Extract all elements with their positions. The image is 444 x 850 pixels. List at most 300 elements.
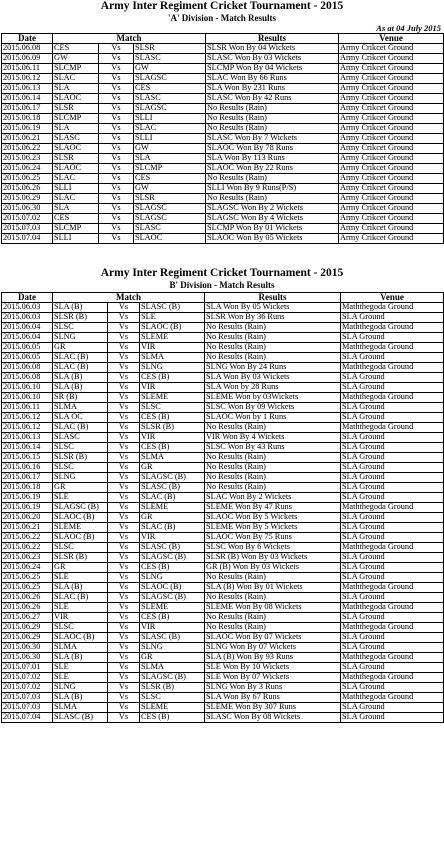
date-cell: 2015.06.13: [2, 84, 53, 94]
result-cell: SLA Won By 67 Runs: [205, 693, 341, 703]
result-cell: SLSC Won By 6 Wickets: [205, 543, 341, 553]
result-cell: SLSR Won By 04 Wickets: [206, 44, 339, 54]
date-cell: 2015.06.30: [2, 653, 53, 663]
date-cell: 2015.06.23: [2, 154, 53, 164]
result-cell: No Results (Rain): [205, 593, 341, 603]
vs-cell: Vs: [108, 403, 140, 413]
date-cell: 2015.06.09: [2, 54, 53, 64]
team1-cell: GR: [53, 563, 108, 573]
team2-cell: SLAC (B): [140, 493, 205, 503]
table-row: [2, 323, 444, 333]
result-cell: No Results (Rain): [205, 423, 341, 433]
date-cell: 2015.06.14: [2, 443, 53, 453]
date-cell: 2015.07.01: [2, 663, 53, 673]
venue-cell: SLA Ground: [341, 383, 444, 393]
date-cell: 2015.07.02: [2, 673, 53, 683]
result-cell: SLASC Won By 42 Runs: [206, 94, 339, 104]
date-cell: 2015.06.08: [2, 363, 53, 373]
team1-cell: SLMA: [53, 643, 108, 653]
team1-cell: SLA OC: [53, 413, 108, 423]
team2-cell: SLASC (B): [140, 543, 205, 553]
team2-cell: SLSR: [134, 194, 206, 204]
results-header: Results: [205, 293, 341, 303]
venue-cell: Army Crikcet Ground: [339, 204, 444, 214]
venue-cell: Army Crikcet Ground: [339, 174, 444, 184]
table-row: [2, 353, 444, 363]
vs-cell: Vs: [108, 563, 140, 573]
team2-cell: SLE: [140, 313, 205, 323]
team2-cell: GR: [140, 463, 205, 473]
result-cell: No Results (Rain): [206, 124, 339, 134]
result-cell: No Results (Rain): [205, 343, 341, 353]
result-cell: SLEME Won By 47 Runs: [205, 503, 341, 513]
results-header: Results: [206, 34, 339, 44]
date-cell: 2015.06.03: [2, 313, 53, 323]
vs-cell: Vs: [99, 154, 134, 164]
vs-cell: Vs: [99, 54, 134, 64]
team2-cell: SLNG: [140, 643, 205, 653]
table-row: [2, 713, 444, 723]
venue-cell: Army Crikcet Ground: [339, 54, 444, 64]
result-cell: SLAOC Won By 07 Wickets: [205, 633, 341, 643]
vs-cell: Vs: [108, 393, 140, 403]
team2-cell: VIR: [140, 623, 205, 633]
venue-cell: Maththegoda Ground: [341, 363, 444, 373]
match-header: Match: [53, 293, 205, 303]
vs-cell: Vs: [108, 713, 140, 723]
venue-cell: SLA Ground: [341, 593, 444, 603]
vs-cell: Vs: [99, 144, 134, 154]
team1-cell: SLSR (B): [53, 453, 108, 463]
vs-cell: Vs: [99, 224, 134, 234]
venue-cell: Maththegoda Ground: [341, 343, 444, 353]
venue-cell: Army Crikcet Ground: [339, 74, 444, 84]
date-cell: 2015.06.05: [2, 343, 53, 353]
vs-cell: Vs: [99, 234, 134, 244]
team2-cell: SLLI: [134, 114, 206, 124]
venue-cell: Army Crikcet Ground: [339, 124, 444, 134]
team1-cell: SLAOC (B): [53, 633, 108, 643]
result-cell: SLA Won By 113 Runs: [206, 154, 339, 164]
table-row: [2, 194, 444, 204]
team1-cell: SLASC (B): [53, 713, 108, 723]
result-cell: SLA Won By 03 Wickets: [205, 373, 341, 383]
table-row: [2, 333, 444, 343]
vs-cell: Vs: [99, 104, 134, 114]
vs-cell: Vs: [99, 134, 134, 144]
venue-cell: Maththegoda Ground: [341, 303, 444, 313]
venue-cell: SLA Ground: [341, 373, 444, 383]
table-row: [2, 633, 444, 643]
date-cell: 2015.06.25: [2, 583, 53, 593]
table-row: [2, 124, 444, 134]
team1-cell: SLASC: [53, 433, 108, 443]
team2-cell: SLSR (B): [140, 683, 205, 693]
team2-cell: SLAGSC (B): [140, 673, 205, 683]
date-cell: 2015.06.03: [2, 303, 53, 313]
venue-cell: Army Crikcet Ground: [339, 114, 444, 124]
date-cell: 2015.07.03: [2, 224, 53, 234]
team2-cell: SLMA: [140, 353, 205, 363]
team2-cell: VIR: [140, 433, 205, 443]
team1-cell: CES: [53, 44, 99, 54]
date-cell: 2015.06.12: [2, 423, 53, 433]
vs-cell: Vs: [99, 184, 134, 194]
venue-cell: SLA Ground: [341, 713, 444, 723]
vs-cell: Vs: [108, 703, 140, 713]
result-cell: No Results (Rain): [205, 623, 341, 633]
date-cell: 2015.06.23: [2, 553, 53, 563]
vs-cell: Vs: [99, 194, 134, 204]
team1-cell: SLLI: [53, 234, 99, 244]
date-cell: 2015.06.30: [2, 204, 53, 214]
division-b-results-table: [1, 292, 444, 723]
team2-cell: SLAGSC: [134, 74, 206, 84]
date-cell: 2015.07.02: [2, 214, 53, 224]
table-row: [2, 313, 444, 323]
table-row: [2, 593, 444, 603]
venue-cell: SLA Ground: [341, 413, 444, 423]
team2-cell: SLAOC: [134, 234, 206, 244]
team1-cell: SLCMP: [53, 64, 99, 74]
table-row: [2, 683, 444, 693]
vs-cell: Vs: [108, 663, 140, 673]
date-cell: 2015.06.22: [2, 533, 53, 543]
date-cell: 2015.06.17: [2, 473, 53, 483]
result-cell: No Results (Rain): [206, 194, 339, 204]
date-cell: 2015.07.04: [2, 234, 53, 244]
table-row: [2, 673, 444, 683]
vs-cell: Vs: [108, 643, 140, 653]
division-a-rows: [2, 44, 444, 244]
table-row: [2, 413, 444, 423]
team2-cell: SLAGSC: [134, 214, 206, 224]
team2-cell: CES (B): [140, 413, 205, 423]
vs-cell: Vs: [99, 174, 134, 184]
result-cell: No Results (Rain): [205, 333, 341, 343]
result-cell: SLAC Won By 2 Wickets: [205, 493, 341, 503]
team1-cell: SLA (B): [53, 383, 108, 393]
venue-cell: Army Crikcet Ground: [339, 144, 444, 154]
team2-cell: SLSR (B): [140, 423, 205, 433]
team1-cell: SLSC: [53, 443, 108, 453]
team2-cell: SLAGSC (B): [140, 553, 205, 563]
vs-cell: Vs: [108, 413, 140, 423]
date-cell: 2015.06.25: [2, 174, 53, 184]
date-cell: 2015.06.29: [2, 633, 53, 643]
result-cell: SLASC Won By 03 Wickets: [206, 54, 339, 64]
result-cell: SLAOC Won By 75 Runs: [205, 533, 341, 543]
table-row: [2, 54, 444, 64]
table-row: [2, 523, 444, 533]
table-row: [2, 144, 444, 154]
table-row: [2, 533, 444, 543]
result-cell: No Results (Rain): [205, 453, 341, 463]
table-row: [2, 663, 444, 673]
table-row: [2, 643, 444, 653]
team2-cell: SLSC: [140, 403, 205, 413]
date-header: Date: [2, 293, 53, 303]
team1-cell: SLSC: [53, 323, 108, 333]
table-row: [2, 453, 444, 463]
date-cell: 2015.06.21: [2, 134, 53, 144]
date-cell: 2015.06.26: [2, 603, 53, 613]
table-row: [2, 433, 444, 443]
team2-cell: SLEME: [140, 703, 205, 713]
result-cell: SLAC Won By 66 Runs: [206, 74, 339, 84]
result-cell: SLE Won By 10 Wickets: [205, 663, 341, 673]
vs-cell: Vs: [99, 214, 134, 224]
team1-cell: SLMA: [53, 703, 108, 713]
result-cell: VIR Won By 4 Wickets: [205, 433, 341, 443]
table-row: [2, 74, 444, 84]
vs-cell: Vs: [108, 543, 140, 553]
team2-cell: GR: [140, 653, 205, 663]
vs-cell: Vs: [99, 94, 134, 104]
team2-cell: CES (B): [140, 373, 205, 383]
vs-cell: Vs: [108, 433, 140, 443]
date-cell: 2015.06.18: [2, 114, 53, 124]
team2-cell: SLEME: [140, 333, 205, 343]
team2-cell: SLCMP: [134, 164, 206, 174]
result-cell: No Results (Rain): [205, 463, 341, 473]
vs-cell: Vs: [108, 493, 140, 503]
team1-cell: SLAC (B): [53, 593, 108, 603]
team1-cell: SLCMP: [53, 114, 99, 124]
vs-cell: Vs: [108, 423, 140, 433]
venue-cell: Maththegoda Ground: [341, 323, 444, 333]
result-cell: SLNG Won By 24 Runs: [205, 363, 341, 373]
team1-cell: GW: [53, 54, 99, 64]
table-row: [2, 393, 444, 403]
date-cell: 2015.06.26: [2, 184, 53, 194]
result-cell: No Results (Rain): [206, 104, 339, 114]
division-a-results-table: [1, 33, 444, 244]
division-b-subtitle: B' Division - Match Results: [169, 280, 275, 290]
result-cell: SLLI Won By 9 Runs(P/S): [206, 184, 339, 194]
venue-cell: SLA Ground: [341, 453, 444, 463]
team1-cell: SLE: [53, 493, 108, 503]
result-cell: SLA (B) Won By 01 Wickets: [205, 583, 341, 593]
result-cell: SLSR Won By 36 Runs: [205, 313, 341, 323]
vs-cell: Vs: [99, 164, 134, 174]
team1-cell: SLE: [53, 603, 108, 613]
date-cell: 2015.07.03: [2, 703, 53, 713]
table-row: [2, 543, 444, 553]
vs-cell: Vs: [108, 603, 140, 613]
result-cell: SLNG Won By 3 Runs: [205, 683, 341, 693]
table-row: [2, 104, 444, 114]
venue-cell: Army Crikcet Ground: [339, 104, 444, 114]
table-row: [2, 224, 444, 234]
team1-cell: SLSR: [53, 104, 99, 114]
team1-cell: CES: [53, 214, 99, 224]
team2-cell: SLAC: [134, 124, 206, 134]
vs-cell: Vs: [108, 533, 140, 543]
team1-cell: SLA (B): [53, 373, 108, 383]
venue-cell: Army Crikcet Ground: [339, 234, 444, 244]
venue-cell: SLA Ground: [341, 683, 444, 693]
team1-cell: SLA (B): [53, 303, 108, 313]
vs-cell: Vs: [108, 463, 140, 473]
table-row: [2, 403, 444, 413]
date-cell: 2015.06.19: [2, 493, 53, 503]
vs-cell: Vs: [108, 443, 140, 453]
result-cell: SLSC Won By 09 Wickets: [205, 403, 341, 413]
venue-cell: Maththegoda Ground: [341, 583, 444, 593]
venue-cell: SLA Ground: [341, 663, 444, 673]
date-cell: 2015.06.22: [2, 543, 53, 553]
team2-cell: SLNG: [140, 573, 205, 583]
result-cell: SLASC Won By 7 Wickets: [206, 134, 339, 144]
table-row: [2, 693, 444, 703]
table-row: [2, 64, 444, 74]
result-cell: SLEME Won By 5 Wickets: [205, 523, 341, 533]
date-cell: 2015.06.21: [2, 523, 53, 533]
result-cell: No Results (Rain): [205, 613, 341, 623]
vs-cell: Vs: [99, 204, 134, 214]
venue-cell: SLA Ground: [341, 473, 444, 483]
vs-cell: Vs: [108, 353, 140, 363]
vs-cell: Vs: [108, 333, 140, 343]
team1-cell: SLA (B): [53, 693, 108, 703]
date-cell: 2015.06.04: [2, 333, 53, 343]
vs-cell: Vs: [108, 523, 140, 533]
table-row: [2, 583, 444, 593]
date-cell: 2015.06.10: [2, 383, 53, 393]
result-cell: SLEME Won by 03Wickets: [205, 393, 341, 403]
team2-cell: GR: [140, 513, 205, 523]
date-cell: 2015.06.27: [2, 613, 53, 623]
venue-cell: Army Crikcet Ground: [339, 224, 444, 234]
team2-cell: SLASC (B): [140, 483, 205, 493]
vs-cell: Vs: [108, 483, 140, 493]
team1-cell: SLAOC: [53, 164, 99, 174]
table-row: [2, 703, 444, 713]
venue-cell: Army Crikcet Ground: [339, 154, 444, 164]
vs-cell: Vs: [108, 323, 140, 333]
team2-cell: SLASC (B): [140, 303, 205, 313]
table-header-row: [2, 293, 444, 303]
date-cell: 2015.06.18: [2, 483, 53, 493]
team1-cell: SLAC (B): [53, 423, 108, 433]
venue-cell: SLA Ground: [341, 633, 444, 643]
date-cell: 2015.07.03: [2, 693, 53, 703]
team2-cell: SLA: [134, 154, 206, 164]
table-row: [2, 473, 444, 483]
table-row: [2, 164, 444, 174]
result-cell: No Results (Rain): [206, 174, 339, 184]
team1-cell: SLSR (B): [53, 313, 108, 323]
date-cell: 2015.06.05: [2, 353, 53, 363]
venue-cell: Army Crikcet Ground: [339, 94, 444, 104]
venue-cell: Maththegoda Ground: [341, 423, 444, 433]
venue-cell: SLA Ground: [341, 443, 444, 453]
result-cell: No Results (Rain): [205, 573, 341, 583]
team2-cell: SLAGSC: [134, 204, 206, 214]
table-row: [2, 603, 444, 613]
team2-cell: SLASC: [134, 94, 206, 104]
team1-cell: SLSC: [53, 623, 108, 633]
venue-cell: Maththegoda Ground: [341, 673, 444, 683]
date-cell: 2015.06.30: [2, 643, 53, 653]
result-cell: SLE Won By 07 Wickets: [205, 673, 341, 683]
venue-cell: SLA Ground: [341, 643, 444, 653]
venue-cell: Maththegoda Ground: [341, 653, 444, 663]
date-cell: 2015.06.26: [2, 593, 53, 603]
team2-cell: CES (B): [140, 613, 205, 623]
venue-cell: SLA Ground: [341, 353, 444, 363]
result-cell: SLAOC Won By 5 Wickets: [205, 513, 341, 523]
division-b-title: Army Inter Regiment Cricket Tournament - 2015: [100, 267, 344, 279]
table-row: [2, 234, 444, 244]
result-cell: SLA Won By 05 Wickets: [205, 303, 341, 313]
team1-cell: SLNG: [53, 333, 108, 343]
team1-cell: VIR: [53, 613, 108, 623]
venue-cell: Army Crikcet Ground: [339, 134, 444, 144]
venue-cell: Army Crikcet Ground: [339, 214, 444, 224]
result-cell: No Results (Rain): [206, 114, 339, 124]
result-cell: SLAOC Won by 1 Runs: [205, 413, 341, 423]
venue-cell: Army Crikcet Ground: [339, 184, 444, 194]
team2-cell: VIR: [140, 533, 205, 543]
result-cell: No Results (Rain): [205, 323, 341, 333]
date-cell: 2015.06.16: [2, 463, 53, 473]
result-cell: SLA (B) Won By 93 Runs: [205, 653, 341, 663]
table-row: [2, 573, 444, 583]
date-cell: 2015.06.17: [2, 104, 53, 114]
division-a-section: [0, 0, 444, 244]
table-row: [2, 623, 444, 633]
result-cell: SLAOC Won By 78 Runs: [206, 144, 339, 154]
date-cell: 2015.06.20: [2, 513, 53, 523]
table-row: [2, 513, 444, 523]
vs-cell: Vs: [108, 513, 140, 523]
vs-cell: Vs: [99, 74, 134, 84]
venue-cell: Maththegoda Ground: [341, 543, 444, 553]
vs-cell: Vs: [108, 373, 140, 383]
team2-cell: VIR: [140, 383, 205, 393]
table-row: [2, 463, 444, 473]
result-cell: No Results (Rain): [205, 473, 341, 483]
venue-cell: Maththegoda Ground: [341, 503, 444, 513]
team2-cell: SLAOC (B): [140, 583, 205, 593]
venue-cell: SLA Ground: [341, 533, 444, 543]
division-b-rows: [2, 303, 444, 723]
date-cell: 2015.06.14: [2, 94, 53, 104]
date-cell: 2015.06.25: [2, 573, 53, 583]
date-cell: 2015.07.04: [2, 713, 53, 723]
venue-cell: SLA Ground: [341, 313, 444, 323]
venue-cell: Army Crikcet Ground: [339, 84, 444, 94]
vs-cell: Vs: [108, 693, 140, 703]
team1-cell: SLE: [53, 663, 108, 673]
table-row: [2, 343, 444, 353]
venue-cell: Army Crikcet Ground: [339, 194, 444, 204]
vs-cell: Vs: [99, 124, 134, 134]
team1-cell: SLCMP: [53, 224, 99, 234]
result-cell: SLAGSC Won By 4 Wickets: [206, 214, 339, 224]
venue-cell: Maththegoda Ground: [341, 623, 444, 633]
team2-cell: CES: [134, 174, 206, 184]
team1-cell: SLSR: [53, 154, 99, 164]
team2-cell: SLAGSC (B): [140, 593, 205, 603]
team2-cell: SLAGSC: [134, 104, 206, 114]
venue-cell: SLA Ground: [341, 573, 444, 583]
division-b-section: [0, 267, 444, 723]
date-cell: 2015.06.11: [2, 64, 53, 74]
team2-cell: SLAOC (B): [140, 323, 205, 333]
